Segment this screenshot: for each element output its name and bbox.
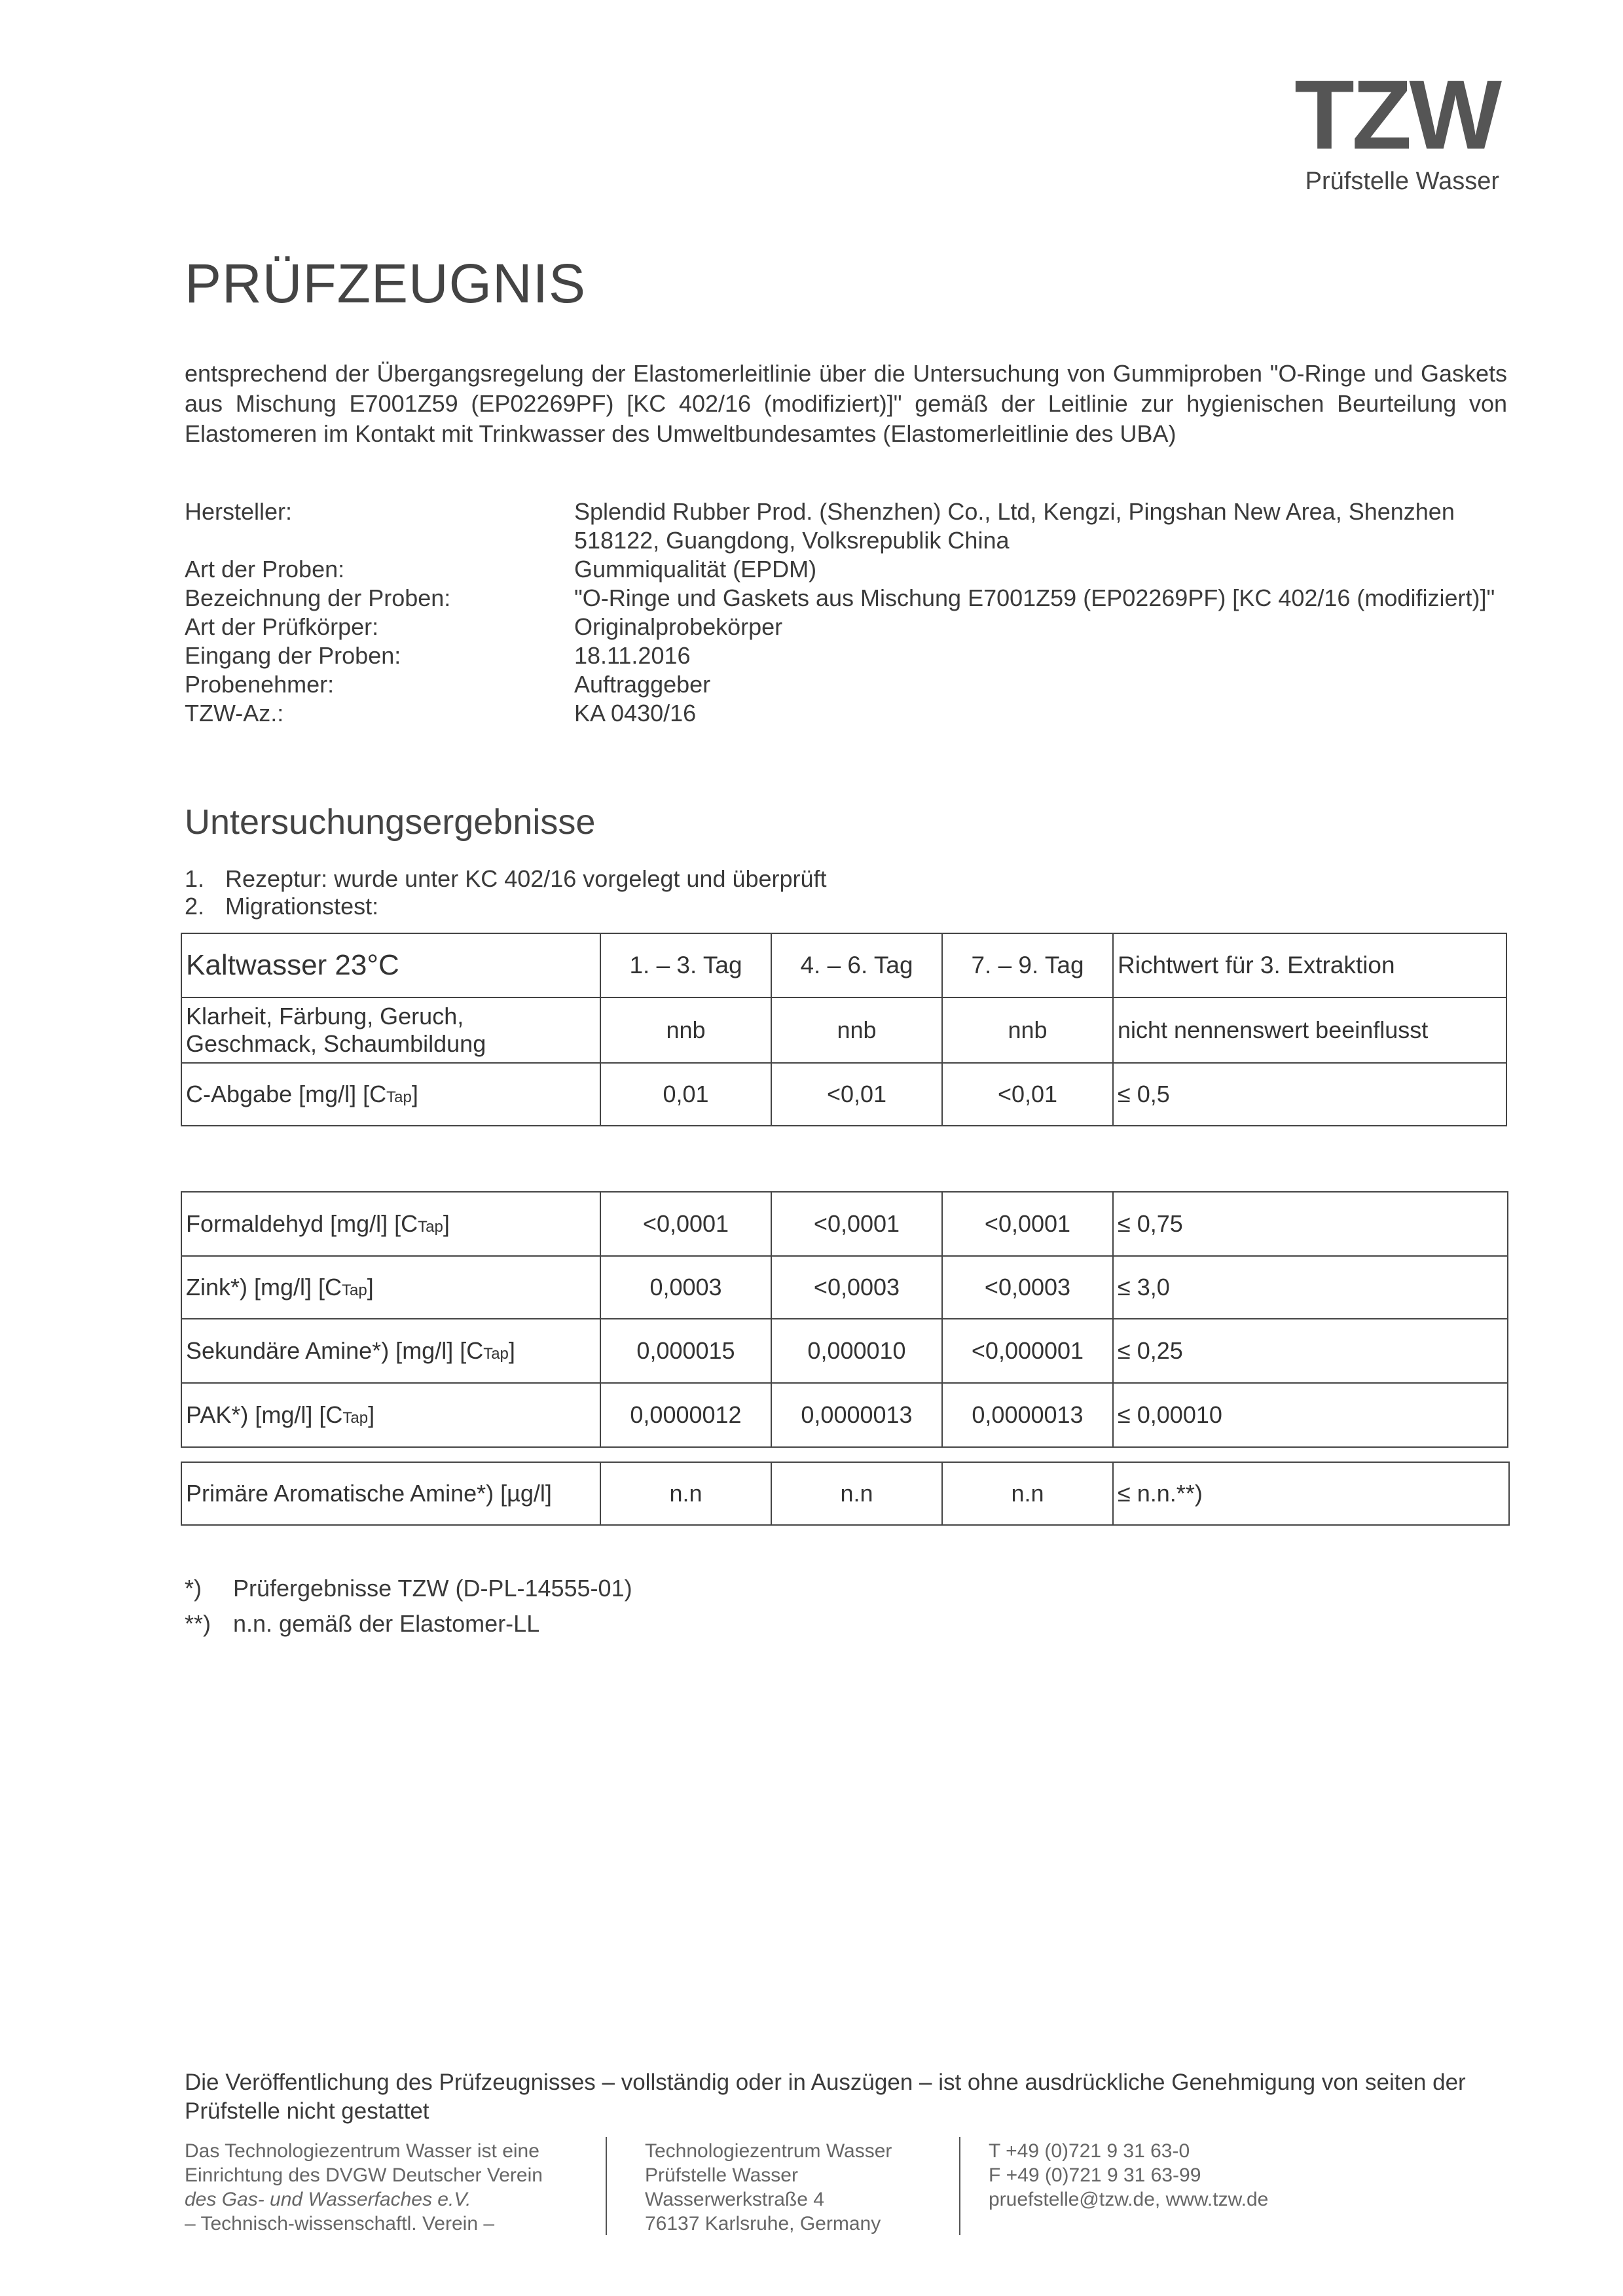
cell-guide-value: ≤ 0,5 bbox=[1113, 1063, 1506, 1126]
cell-day-4-6: n.n bbox=[771, 1462, 942, 1525]
document-title: PRÜFZEUGNIS bbox=[185, 253, 587, 314]
cell-guide-value: ≤ 0,25 bbox=[1113, 1319, 1508, 1383]
footnote-mark: **) bbox=[185, 1610, 211, 1637]
footer-line: – Technisch-wissenschaftl. Verein – bbox=[185, 2213, 495, 2234]
footer-line: Das Technologiezentrum Wasser ist eine bbox=[185, 2140, 539, 2162]
footer-line: Wasserwerkstraße 4 bbox=[645, 2189, 824, 2210]
section-title: Untersuchungsergebnisse bbox=[185, 802, 596, 842]
table-row bbox=[181, 1192, 1508, 1256]
label-text: Sekundäre Amine*) [mg/l] [C bbox=[186, 1337, 484, 1364]
header-day-4-6: 4. – 6. Tag bbox=[771, 933, 942, 997]
cell-day-1-3: 0,000015 bbox=[600, 1319, 771, 1383]
meta-label: Eingang der Proben: bbox=[185, 642, 401, 669]
cell-day-1-3: nnb bbox=[600, 997, 771, 1063]
meta-row-reference bbox=[185, 699, 1527, 728]
header-guide-value: Richtwert für 3. Extraktion bbox=[1113, 933, 1506, 997]
logo-mark: TZW bbox=[1294, 60, 1499, 170]
footnote bbox=[185, 1571, 632, 1606]
row-label bbox=[181, 1383, 600, 1447]
label-subscript: Tap bbox=[342, 1282, 367, 1299]
cell-guide-value: ≤ 3,0 bbox=[1113, 1256, 1508, 1319]
cell-day-7-9: nnb bbox=[942, 997, 1113, 1063]
header-day-7-9: 7. – 9. Tag bbox=[942, 933, 1113, 997]
footnote-text: Prüfergebnisse TZW (D-PL-14555-01) bbox=[233, 1575, 632, 1602]
label-tail: ] bbox=[367, 1274, 374, 1300]
meta-value: "O-Ringe und Gaskets aus Mischung E7001Z59 (EP02269PF) [KC 402/16 (modifiziert)]" bbox=[574, 584, 1495, 611]
meta-row-sample-name bbox=[185, 584, 1527, 613]
cell-day-4-6: <0,0001 bbox=[771, 1192, 942, 1256]
meta-label: Hersteller: bbox=[185, 498, 293, 525]
cell-day-4-6: 0,000010 bbox=[771, 1319, 942, 1383]
cell-day-1-3: <0,0001 bbox=[600, 1192, 771, 1256]
label-subscript: Tap bbox=[342, 1409, 369, 1427]
list-text: Migrationstest: bbox=[225, 893, 379, 920]
cell-day-7-9: <0,0003 bbox=[942, 1256, 1113, 1319]
results-table-cold-water bbox=[181, 933, 1507, 1126]
meta-value: KA 0430/16 bbox=[574, 700, 697, 726]
meta-label: Art der Prüfkörper: bbox=[185, 613, 379, 640]
list-number: 2. bbox=[185, 893, 205, 920]
intro-paragraph: entsprechend der Übergangsregelung der Elastomerleitlinie über die Untersuchung von Gummiproben "O-Ringe und Gaskets aus Mischung E7001Z59 (EP02269PF) [KC 402/16 (modifiziert)]" gemäß der Leitlinie zur hygienischen Beurteilung von Elastomeren im Kontakt mit Trinkwasser des Umweltbundesamtes (Elastomerleitlinie des UBA) bbox=[185, 360, 1507, 447]
footer-line: 76137 Karlsruhe, Germany bbox=[645, 2213, 881, 2234]
footer-divider bbox=[959, 2137, 960, 2235]
cell-day-1-3: n.n bbox=[600, 1462, 771, 1525]
results-table-aromatic-amines bbox=[181, 1462, 1510, 1526]
footer-phone: T +49 (0)721 9 31 63-0 bbox=[989, 2140, 1190, 2162]
footer-line: Technologiezentrum Wasser bbox=[645, 2140, 892, 2162]
label-tail: ] bbox=[508, 1337, 515, 1364]
meta-row-sampler bbox=[185, 670, 1527, 699]
row-label bbox=[181, 1192, 600, 1256]
meta-row-specimen-type bbox=[185, 613, 1527, 641]
label-text: Formaldehyd [mg/l] [C bbox=[186, 1210, 418, 1237]
cell-day-4-6: nnb bbox=[771, 997, 942, 1063]
tzw-logo bbox=[1264, 60, 1499, 196]
footnote bbox=[185, 1606, 632, 1641]
table-row bbox=[181, 1256, 1508, 1319]
meta-value: Splendid Rubber Prod. (Shenzhen) Co., Ltd, Kengzi, Pingshan New Area, Shenzhen 518122, Guangdong, Volksrepublik China bbox=[574, 498, 1455, 554]
publication-disclaimer: Die Veröffentlichung des Prüfzeugnisses – vollständig oder in Auszügen – ist ohne ausdrückliche Genehmigung von seiten der Prüfstelle nicht gestattet bbox=[185, 2070, 1466, 2124]
cell-guide-value: nicht nennenswert beeinflusst bbox=[1113, 997, 1506, 1063]
cell-day-7-9: <0,0001 bbox=[942, 1192, 1113, 1256]
sample-metadata bbox=[185, 497, 1527, 728]
table-row bbox=[181, 1063, 1506, 1126]
results-table-substances bbox=[181, 1191, 1508, 1448]
label-tail: ] bbox=[443, 1210, 450, 1237]
footer-line bbox=[185, 2163, 591, 2187]
list-item bbox=[185, 893, 827, 920]
label-text: PAK*) [mg/l] [C bbox=[186, 1401, 343, 1428]
label-tail: ] bbox=[411, 1081, 418, 1107]
label-subscript: Tap bbox=[418, 1218, 443, 1236]
label-text: Zink*) [mg/l] [C bbox=[186, 1274, 342, 1300]
numbered-list bbox=[185, 865, 827, 920]
cell-day-4-6: <0,0003 bbox=[771, 1256, 942, 1319]
footer-email-web[interactable]: pruefstelle@tzw.de, www.tzw.de bbox=[989, 2189, 1269, 2210]
footnote-mark: *) bbox=[185, 1575, 202, 1602]
footer-contact bbox=[989, 2139, 1447, 2212]
table-row bbox=[181, 1383, 1508, 1447]
meta-value: 18.11.2016 bbox=[574, 642, 691, 669]
cell-day-1-3: 0,01 bbox=[600, 1063, 771, 1126]
label-subscript: Tap bbox=[386, 1088, 412, 1106]
row-label: Primäre Aromatische Amine*) [µg/l] bbox=[181, 1462, 600, 1525]
label-text: C-Abgabe [mg/l] [C bbox=[186, 1081, 387, 1107]
cell-day-4-6: 0,0000013 bbox=[771, 1383, 942, 1447]
header-cold-water: Kaltwasser 23°C bbox=[181, 933, 600, 997]
footer-line: des Gas- und Wasserfaches e.V. bbox=[185, 2189, 471, 2210]
footer-organization bbox=[185, 2139, 591, 2236]
cell-day-1-3: 0,0003 bbox=[600, 1256, 771, 1319]
cell-guide-value: ≤ n.n.**) bbox=[1113, 1462, 1509, 1525]
header-day-1-3: 1. – 3. Tag bbox=[600, 933, 771, 997]
table-row bbox=[181, 1319, 1508, 1383]
meta-value: Gummiqualität (EPDM) bbox=[574, 556, 817, 583]
table-row bbox=[181, 1462, 1509, 1525]
cell-guide-value: ≤ 0,75 bbox=[1113, 1192, 1508, 1256]
footer-address bbox=[645, 2139, 953, 2236]
logo-subtitle: Prüfstelle Wasser bbox=[1305, 168, 1499, 195]
cell-day-7-9: n.n bbox=[942, 1462, 1113, 1525]
label-subscript: Tap bbox=[483, 1345, 509, 1363]
meta-value: Originalprobekörper bbox=[574, 613, 783, 640]
cell-day-4-6: <0,01 bbox=[771, 1063, 942, 1126]
list-text: Rezeptur: wurde unter KC 402/16 vorgelegt und überprüft bbox=[225, 865, 827, 892]
cell-day-1-3: 0,0000012 bbox=[600, 1383, 771, 1447]
footer-fax: F +49 (0)721 9 31 63-99 bbox=[989, 2164, 1201, 2186]
meta-row-sample-type bbox=[185, 555, 1527, 584]
footer-divider bbox=[606, 2137, 607, 2235]
footnotes bbox=[185, 1571, 632, 1641]
meta-row-manufacturer bbox=[185, 497, 1527, 555]
list-number: 1. bbox=[185, 865, 205, 892]
footer-line: Prüfstelle Wasser bbox=[645, 2164, 798, 2186]
row-label bbox=[181, 1063, 600, 1126]
meta-label: Probenehmer: bbox=[185, 671, 335, 698]
meta-label: Art der Proben: bbox=[185, 556, 345, 583]
footnote-text: n.n. gemäß der Elastomer-LL bbox=[233, 1610, 540, 1637]
meta-row-receipt-date bbox=[185, 641, 1527, 670]
meta-label: Bezeichnung der Proben: bbox=[185, 584, 451, 611]
table-header-row bbox=[181, 933, 1506, 997]
cell-day-7-9: <0,01 bbox=[942, 1063, 1113, 1126]
label-tail: ] bbox=[368, 1401, 375, 1428]
row-label: Klarheit, Färbung, Geruch, Geschmack, Schaumbildung bbox=[181, 997, 600, 1063]
row-label bbox=[181, 1319, 600, 1383]
cell-guide-value: ≤ 0,00010 bbox=[1113, 1383, 1508, 1447]
list-item bbox=[185, 865, 827, 893]
meta-value: Auftraggeber bbox=[574, 671, 711, 698]
cell-day-7-9: <0,000001 bbox=[942, 1319, 1113, 1383]
table-row bbox=[181, 997, 1506, 1063]
meta-label: TZW-Az.: bbox=[185, 700, 284, 726]
footer-line-text: Einrichtung des DVGW Deutscher Verein bbox=[185, 2164, 543, 2186]
row-label bbox=[181, 1256, 600, 1319]
cell-day-7-9: 0,0000013 bbox=[942, 1383, 1113, 1447]
